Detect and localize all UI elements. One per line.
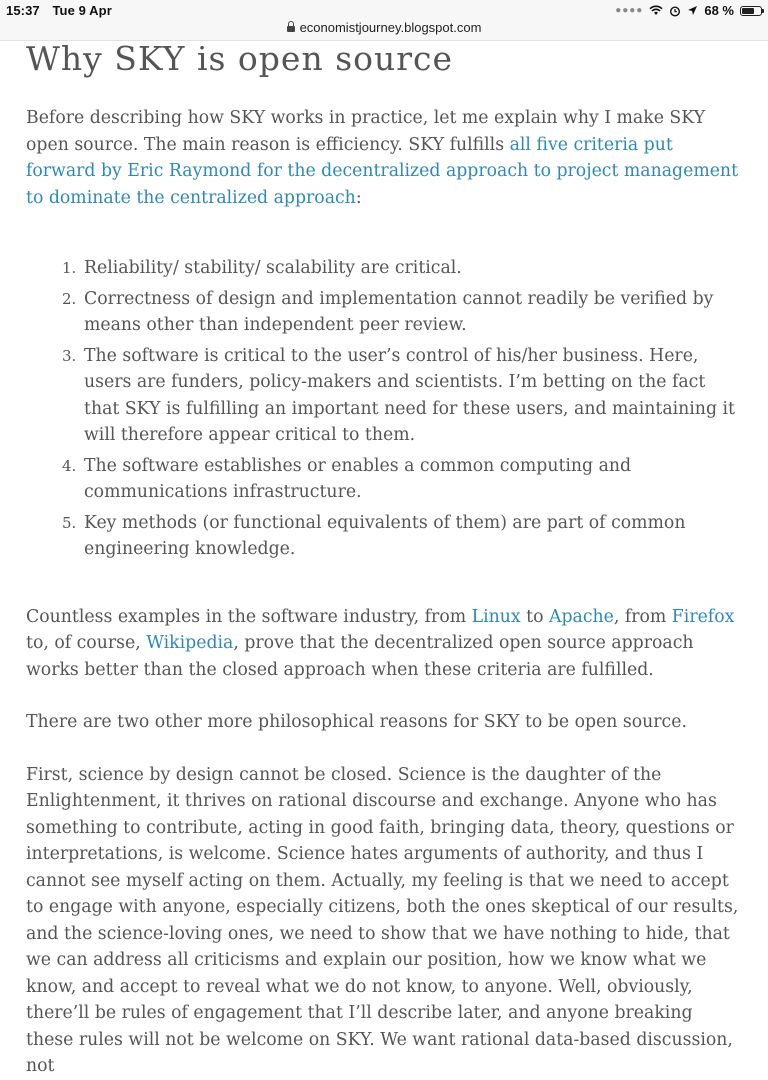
lock-icon <box>287 26 295 32</box>
criteria-number: 4. <box>62 456 77 475</box>
intro-paragraph <box>26 105 744 211</box>
intro-text-end: : <box>355 187 362 208</box>
criteria-text: Correctness of design and implementation cannot readily be verified by means other than independent peer review. <box>84 288 714 335</box>
criteria-item <box>26 255 744 282</box>
signal-dots-icon: ●●●● <box>615 5 644 16</box>
status-left <box>6 3 121 18</box>
intro-text: Before describing how SKY works in practice, let me explain why I make SKY open source. The main reason is efficiency. SKY fulfills <box>26 108 706 155</box>
criteria-item <box>26 286 744 339</box>
battery-icon <box>740 6 762 16</box>
alarm-clock-icon <box>669 5 681 17</box>
criteria-item <box>26 510 744 563</box>
status-bar <box>0 0 768 41</box>
eric-raymond-criteria-link[interactable]: all five criteria put forward by Eric Raymond for the decentralized approach to project management to dominate the centralized approach <box>26 134 739 208</box>
philosophical-paragraph: There are two other more philosophical reasons for SKY to be open source. <box>26 712 687 732</box>
criteria-item <box>26 453 744 506</box>
location-arrow-icon <box>687 5 698 16</box>
battery-fill <box>742 8 754 14</box>
criteria-number: 3. <box>62 346 77 365</box>
criteria-number: 5. <box>62 513 77 532</box>
address-bar[interactable] <box>0 20 768 35</box>
battery-percentage: 68 % <box>704 3 734 18</box>
firefox-link[interactable]: Firefox <box>671 606 735 627</box>
apache-link[interactable]: Apache <box>548 606 614 627</box>
first-reason-paragraph: First, science by design cannot be closed. Science is the daughter of the Enlightenment, it thrives on rational discourse and exchange. Anyone who has something to contribute, acting in good faith, bringing data, theory, questions or interpretations, is welcome. Science hates arguments of authority, and thus I cannot see myself acting on them. Actually, my feeling is that we need to accept to engage with anyone, especially citizens, both the ones skeptical of our results, and the science-loving ones, we need to show that we have nothing to hide, that we can address all criticisms and explain our position, how we know what we know, and accept to reveal what we do not know, to anyone. Well, obviously, there’ll be rules of engagement that I’ll describe later, and anyone breaking these rules will not be welcome on SKY. We want rational data-based discussion, not <box>26 764 739 1076</box>
address-url: economistjourney.blogspot.com <box>299 20 482 35</box>
criteria-item <box>26 343 744 449</box>
examples-text: to <box>520 606 549 627</box>
examples-text: Countless examples in the software industry, from <box>26 606 472 627</box>
examples-text: , prove that the decentralized open source approach works better than the closed approach when these criteria are fulfilled. <box>26 633 694 680</box>
criteria-number: 1. <box>62 259 77 277</box>
status-date: Tue 9 Apr <box>52 3 112 18</box>
linux-link[interactable]: Linux <box>471 606 521 627</box>
status-time: 15:37 <box>6 3 40 18</box>
wifi-icon <box>649 5 663 16</box>
examples-paragraph <box>26 604 744 684</box>
status-right <box>615 3 762 18</box>
examples-text: , from <box>613 606 672 627</box>
criteria-text: Key methods (or functional equivalents of them) are part of common engineering knowledge. <box>84 512 686 559</box>
criteria-list <box>26 255 744 563</box>
criteria-number: 2. <box>62 289 77 308</box>
criteria-text: Reliability/ stability/ scalability are critical. <box>84 258 462 278</box>
article-content <box>26 40 744 1080</box>
article-title: Why SKY is open source <box>26 39 454 78</box>
examples-text: to, of course, <box>26 633 147 653</box>
criteria-text: The software establishes or enables a common computing and communications infrastructure. <box>84 455 632 502</box>
wikipedia-link[interactable]: Wikipedia <box>146 633 234 653</box>
criteria-text: The software is critical to the user’s control of his/her business. Here, users are funders, policy-makers and scientists. I’m betting on the fact that SKY is fulfilling an important need for these users, and maintaining it will therefore appear critical to them. <box>84 345 735 445</box>
